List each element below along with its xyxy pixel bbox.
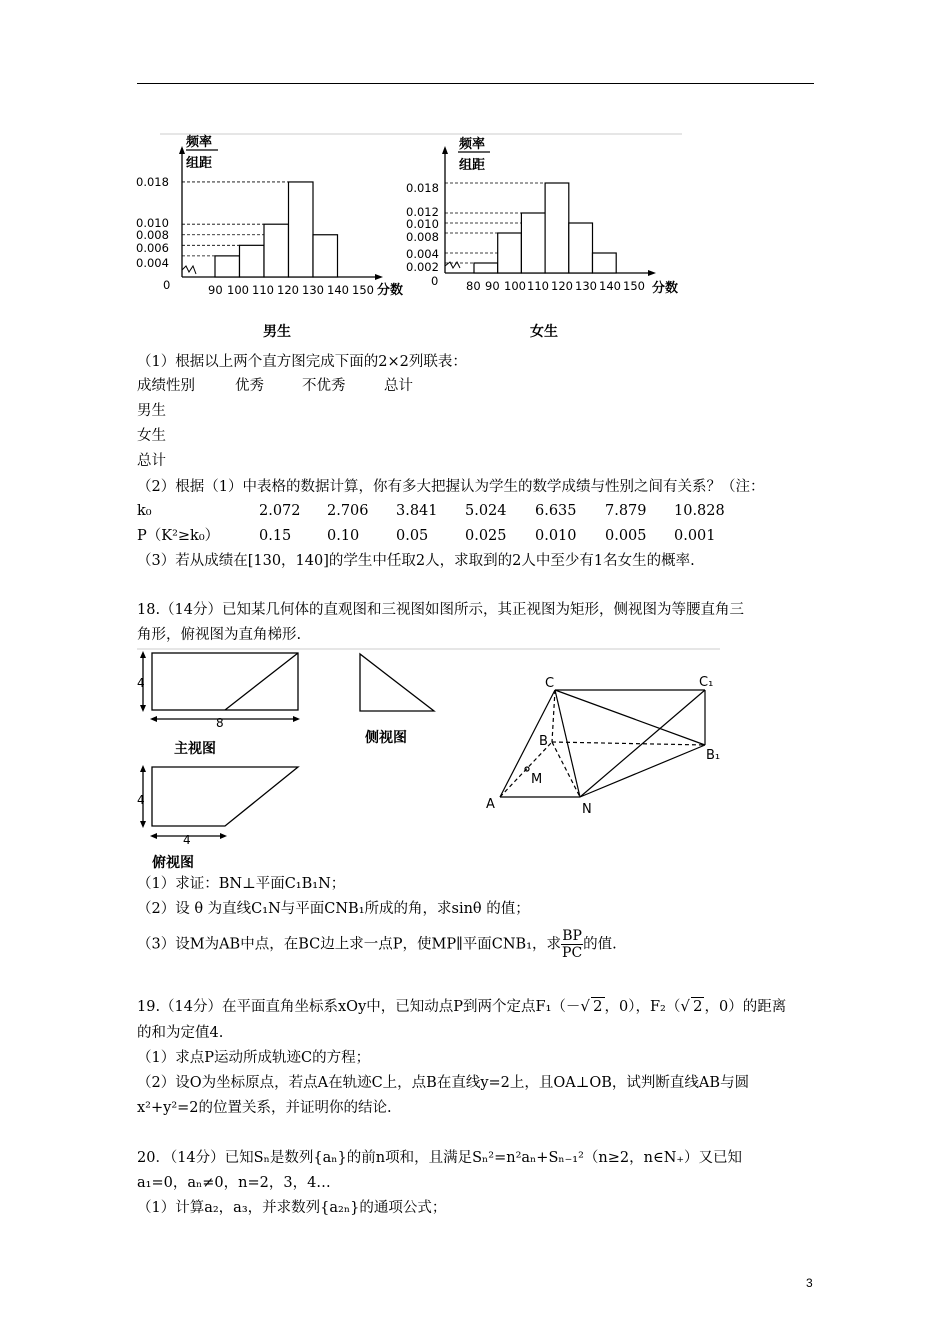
right-ytick-0010: 0.010 xyxy=(406,217,439,231)
p-value: 0.05 xyxy=(396,528,429,544)
table-row-male: 男生 xyxy=(137,403,166,419)
left-origin: 0 xyxy=(163,278,171,292)
table-row-female: 女生 xyxy=(137,428,166,444)
left-xtick-100: 100 xyxy=(227,283,249,297)
right-ytick-0008: 0.008 xyxy=(406,230,439,244)
point-N: N xyxy=(582,802,592,817)
right-ytick-0012: 0.012 xyxy=(406,205,439,219)
right-xtick-140: 140 xyxy=(599,279,621,293)
right-bar-110-120 xyxy=(545,183,569,273)
right-ytick-0002: 0.002 xyxy=(406,260,439,274)
bp-over-pc-fraction xyxy=(561,928,583,961)
q18-sub3-text: （3）设M为AB中点，在BC边上求一点P，使MP∥平面CNB₁，求 xyxy=(137,936,562,953)
front-view-label: 主视图 xyxy=(174,741,216,757)
q19-line2: 的和为定值4. xyxy=(137,1025,224,1041)
left-ytick-0018: 0.018 xyxy=(136,175,169,189)
q19-sub2: （2）设O为坐标原点，若点A在轨迹C上，点B在直线y=2上，且OA⊥OB，试判断直线AB与圆 xyxy=(137,1075,750,1091)
point-B1: B₁ xyxy=(706,748,721,763)
q19-line1 xyxy=(137,996,786,1017)
p-value: 0.010 xyxy=(535,528,577,544)
q20-line1: 20．（14分）已知Sₙ是数列{aₙ}的前n项和，且满足Sₙ²=n²aₙ+Sₙ₋₁²（n≥2，n∈N₊）又已知 xyxy=(137,1150,743,1166)
fraction-denominator: PC xyxy=(562,945,583,961)
q19-line1-mid: ，0），F₂（ xyxy=(604,999,681,1015)
left-y-arrow xyxy=(179,146,185,154)
k0-value: 7.879 xyxy=(605,503,647,519)
q19-line1-text: 19.（14分）在平面直角坐标系xOy中，已知动点P到两个定点F₁（－ xyxy=(137,999,581,1015)
p-value: 0.025 xyxy=(465,528,507,544)
left-ytick-0006: 0.006 xyxy=(136,241,169,255)
table-header-gender: 成绩性别 xyxy=(137,378,195,394)
q17-part3: （3）若从成绩在[130，140]的学生中任取2人，求取到的2人中至少有1名女生的概率. xyxy=(137,553,695,569)
right-xtick-80: 80 xyxy=(466,279,481,293)
right-xtick-130: 130 xyxy=(575,279,597,293)
point-M: M xyxy=(531,772,543,787)
q20-line2: a₁=0，aₙ≠0，n=2，3，4… xyxy=(137,1175,331,1191)
right-xtick-120: 120 xyxy=(551,279,573,293)
radicand: 2 xyxy=(592,997,603,1015)
p-value: 0.001 xyxy=(674,528,716,544)
histograms-figure xyxy=(0,0,950,345)
q19-sub2-cont: x²+y²=2的位置关系，并证明你的结论. xyxy=(137,1100,392,1116)
right-x-arrow xyxy=(648,270,656,276)
table-header-excellent: 优秀 xyxy=(235,378,264,394)
dim-front-width: 8 xyxy=(216,716,224,730)
right-xtick-90: 90 xyxy=(485,279,500,293)
right-bar-120-130 xyxy=(569,223,593,273)
left-x-unit: 分数 xyxy=(377,283,404,298)
left-bar-130-140 xyxy=(313,235,338,277)
q18-intro-2: 角形，俯视图为直角梯形. xyxy=(137,627,302,643)
right-xtick-150: 150 xyxy=(623,279,645,293)
p-value: 0.10 xyxy=(327,528,360,544)
right-title-top: 频率 xyxy=(459,137,486,152)
point-A: A xyxy=(486,797,495,812)
right-origin: 0 xyxy=(431,274,439,288)
top-view-label: 俯视图 xyxy=(152,855,194,871)
point-C1: C₁ xyxy=(699,675,714,690)
left-xtick-120: 120 xyxy=(277,283,299,297)
q17-part2: （2）根据（1）中表格的数据计算，你有多大把握认为学生的数学成绩与性别之间有关系？（注： xyxy=(137,479,765,495)
p-value: 0.15 xyxy=(259,528,292,544)
front-view xyxy=(140,651,300,722)
q18-sub1: （1）求证：BN⊥平面C₁B₁N； xyxy=(137,876,346,892)
k0-value: 2.072 xyxy=(259,503,301,519)
right-title-bottom: 组距 xyxy=(459,158,486,173)
left-title-top: 频率 xyxy=(186,135,213,150)
sqrt-sign: √ xyxy=(580,997,590,1015)
right-bar-80-90 xyxy=(474,263,498,273)
k0-value: 10.828 xyxy=(674,503,725,519)
dim-front-height: 4 xyxy=(137,676,145,690)
left-xtick-130: 130 xyxy=(302,283,324,297)
left-x-arrow xyxy=(375,274,383,280)
radicand: 2 xyxy=(692,997,703,1015)
k0-label: k₀ xyxy=(137,503,152,519)
left-ytick-0010: 0.010 xyxy=(136,216,169,230)
left-ytick-0004: 0.004 xyxy=(136,256,169,270)
right-ytick-0004: 0.004 xyxy=(406,247,439,261)
right-bar-130-140 xyxy=(593,253,617,273)
point-C: C xyxy=(545,676,555,691)
left-bar-90-100 xyxy=(215,256,240,277)
left-xtick-110: 110 xyxy=(252,283,274,297)
right-x-unit: 分数 xyxy=(652,281,679,296)
p-value: 0.005 xyxy=(605,528,647,544)
side-view-label: 侧视图 xyxy=(365,730,407,746)
dim-top-width: 4 xyxy=(183,833,191,847)
table-header-total: 总计 xyxy=(384,378,413,394)
dim-top-height: 4 xyxy=(137,793,145,807)
q18-sub3-tail: 的值. xyxy=(583,936,617,953)
left-axis-break xyxy=(182,266,196,274)
right-y-arrow xyxy=(442,146,448,154)
q18-sub2: （2）设 θ 为直线C₁N与平面CNB₁所成的角，求sinθ 的值； xyxy=(137,901,530,917)
page-number: 3 xyxy=(806,1276,813,1290)
left-xtick-90: 90 xyxy=(208,283,223,297)
q17-part1: （1）根据以上两个直方图完成下面的2×2列联表： xyxy=(137,354,467,370)
left-xtick-140: 140 xyxy=(327,283,349,297)
right-xtick-110: 110 xyxy=(527,279,549,293)
q20-sub1: （1）计算a₂，a₃，并求数列{a₂ₙ}的通项公式； xyxy=(137,1200,447,1216)
p-label: P（K²≥k₀） xyxy=(137,528,220,544)
right-bar-90-100 xyxy=(498,233,522,273)
left-caption: 男生 xyxy=(263,324,291,340)
left-title-bottom: 组距 xyxy=(186,156,213,171)
three-view-figure xyxy=(0,645,950,875)
k0-value: 5.024 xyxy=(465,503,507,519)
left-bar-110-120 xyxy=(264,224,289,277)
left-xtick-150: 150 xyxy=(352,283,374,297)
side-view xyxy=(360,654,434,711)
k0-value: 2.706 xyxy=(327,503,369,519)
point-B: B xyxy=(539,734,548,749)
right-xtick-100: 100 xyxy=(504,279,526,293)
right-bar-100-110 xyxy=(521,213,545,273)
left-bar-100-110 xyxy=(240,245,265,277)
sqrt-sign: √ xyxy=(680,997,690,1015)
right-ytick-0018: 0.018 xyxy=(406,181,439,195)
top-view xyxy=(140,765,298,839)
table-header-not-excellent: 不优秀 xyxy=(302,378,346,394)
q19-line1-tail: ，0）的距离 xyxy=(704,999,787,1015)
left-ytick-0008: 0.008 xyxy=(136,228,169,242)
k0-value: 3.841 xyxy=(396,503,438,519)
q18-intro-1: 18.（14分）已知某几何体的直观图和三视图如图所示，其正视图为矩形，侧视图为等腰直角三 xyxy=(137,602,745,618)
k0-value: 6.635 xyxy=(535,503,577,519)
fraction-numerator: BP xyxy=(562,928,582,944)
right-caption: 女生 xyxy=(530,324,558,340)
left-bar-120-130 xyxy=(289,182,314,277)
table-row-total: 总计 xyxy=(137,453,166,469)
q19-sub1: （1）求点P运动所成轨迹C的方程； xyxy=(137,1050,371,1066)
q18-sub3 xyxy=(137,928,617,961)
